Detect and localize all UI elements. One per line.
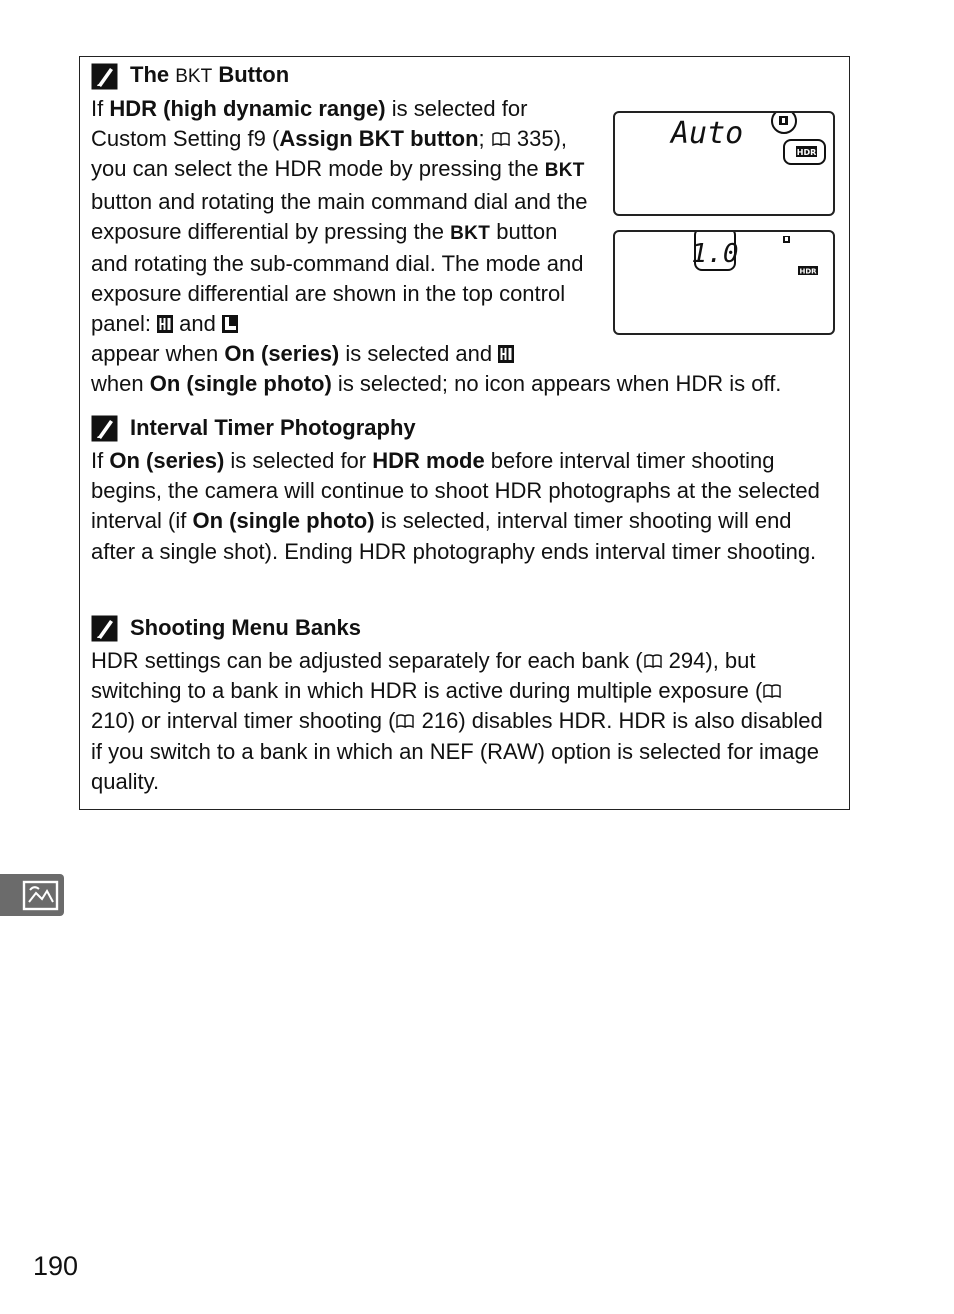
note-shooting-menu-banks: [91, 614, 831, 797]
term: On (single photo): [192, 508, 375, 534]
term: Assign BKT button: [279, 126, 479, 152]
note-body: [91, 646, 831, 797]
text: If: [91, 448, 110, 473]
text: is selected, interval timer shooting will end after a single shot). Ending HDR photography ends interval timer shooting.: [91, 508, 817, 564]
term: On (single photo): [149, 371, 332, 397]
book-icon: [395, 713, 415, 729]
note-interval-timer: [91, 414, 831, 567]
lcd-differential: 1.0: [691, 239, 739, 269]
text: is selected; no icon appears when HDR is off.: [331, 371, 782, 397]
term: On (series): [109, 448, 225, 473]
text: HDR settings can be adjusted separately for each bank (: [91, 648, 643, 673]
note-title-pre: The: [130, 62, 170, 87]
text: ), you can select the HDR mode by pressing the: [91, 126, 568, 182]
pencil-icon: [91, 63, 118, 90]
page-ref: 216: [421, 708, 459, 734]
term: HDR (high dynamic range): [109, 96, 386, 121]
note-title: Shooting Menu Banks: [130, 615, 361, 640]
control-panel-display-differential: [613, 230, 835, 335]
note-heading: [91, 614, 831, 642]
hdr-icon: [498, 341, 514, 359]
note-body: [91, 94, 596, 340]
note-heading: [91, 414, 831, 442]
hdr-badge: HDR: [796, 148, 817, 157]
text: ) disables HDR. HDR is also disabled if you switch to a bank in which an NEF (RAW) option is selected for image quality.: [91, 708, 823, 794]
hdr-icon: [157, 311, 173, 329]
text: when: [91, 371, 150, 397]
note-title-post: Button: [218, 62, 290, 87]
text: is selected and: [339, 341, 499, 366]
term: On (series): [224, 341, 340, 366]
note-title-bkt: BKT: [175, 66, 213, 87]
note-body-cont: [91, 339, 831, 399]
note-body: [91, 446, 831, 567]
text: ) or interval timer shooting (: [127, 708, 396, 734]
page-ref: 210: [91, 708, 128, 734]
text: before interval timer shooting begins, the camera will continue to shoot HDR photographs at the selected interval (if: [91, 448, 820, 534]
page-ref: 335: [516, 126, 554, 152]
text: button and rotating the main command dial and the exposure differential by pressing the: [91, 188, 588, 244]
pencil-icon: [91, 415, 118, 442]
term: BKT: [450, 222, 491, 244]
book-icon: [762, 683, 782, 699]
text: and: [173, 311, 222, 337]
series-icon: [222, 311, 238, 329]
shooting-menu-icon: [0, 874, 64, 916]
control-panel-display-auto: [613, 111, 835, 216]
note-bkt-continued: [91, 339, 831, 399]
term: BKT: [544, 160, 585, 182]
page-number: 190: [33, 1251, 79, 1281]
text: button and rotating the sub-command dial. The mode and exposure differential are shown in the top control panel:: [91, 218, 584, 337]
lcd-readout: Auto: [671, 116, 744, 151]
text: is selected for Custom Setting f9 (: [91, 96, 528, 152]
note-title: Interval Timer Photography: [130, 415, 416, 440]
text: ), but switching to a bank in which HDR is active during multiple exposure (: [91, 648, 763, 704]
page-ref: 294: [668, 648, 706, 673]
book-icon: [643, 653, 663, 669]
text: is selected for: [224, 448, 373, 473]
text: ;: [478, 126, 491, 152]
text: If: [91, 96, 110, 121]
term: HDR mode: [372, 448, 485, 473]
pencil-icon: [91, 615, 118, 642]
note-heading: [91, 62, 831, 90]
text: appear when: [91, 341, 225, 366]
book-icon: [491, 131, 511, 147]
chapter-tab[interactable]: [0, 874, 64, 916]
hdr-badge: HDR: [799, 267, 817, 276]
